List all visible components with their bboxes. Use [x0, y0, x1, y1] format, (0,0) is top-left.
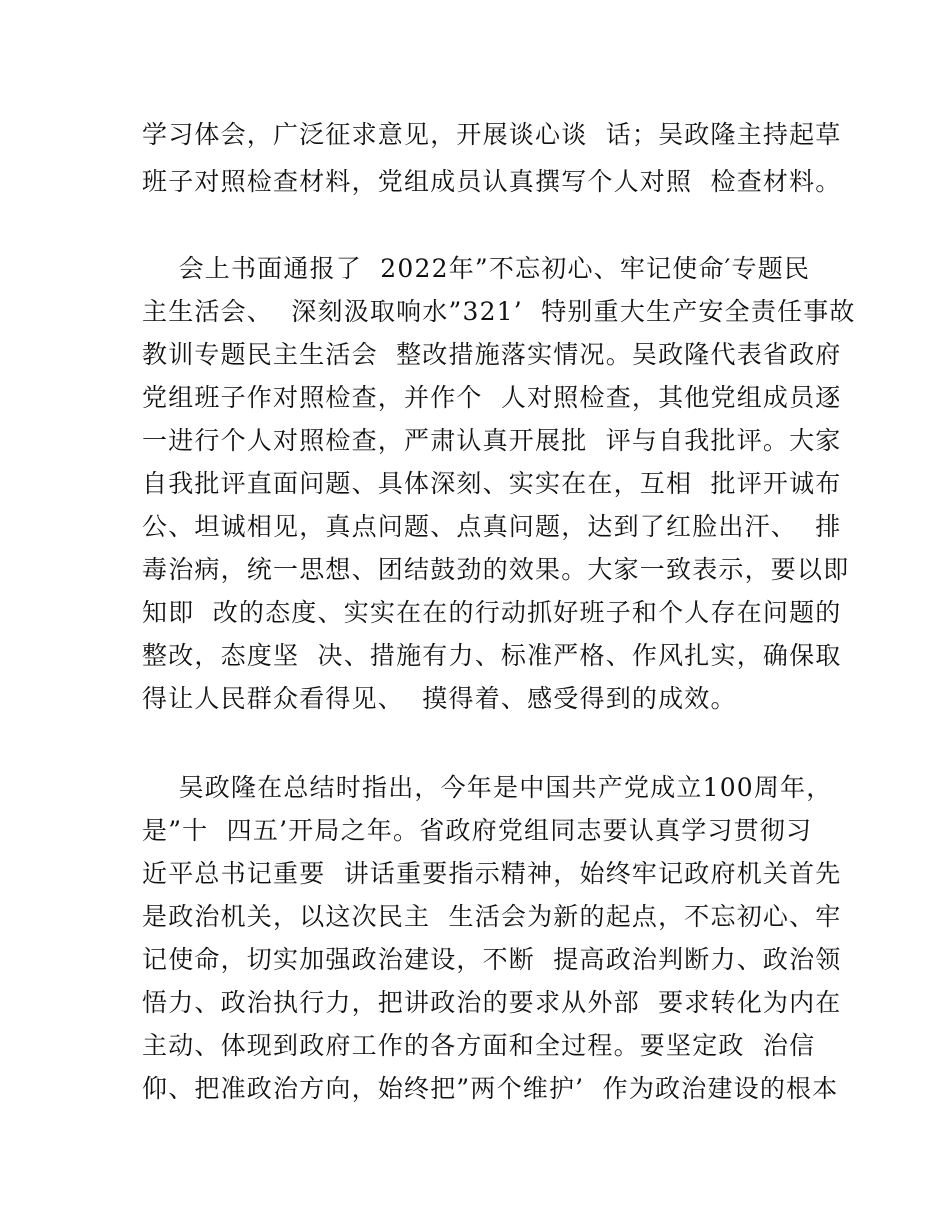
text-line: 是”十 四五’开局之年。省政府党组同志要认真学习贯彻习	[142, 816, 813, 845]
text-line: 班子对照检查材料，党组成员认真撰写个人对照 检查材料。	[142, 167, 842, 196]
text-line: 一进行个人对照检查，严肃认真开展批 评与自我批评。大家	[142, 426, 842, 455]
text-line: 会上书面通报了 2022年”不忘初心、牢记使命′专题民	[142, 254, 811, 283]
text-line: 是政治机关，以这次民主 生活会为新的起点，不忘初心、牢	[142, 902, 842, 931]
text-line: 教训专题民主生活会 整改措施落实情况。吴政隆代表省政府	[142, 340, 842, 369]
text-line: 仰、把准政治方向，始终把”两个维护’ 作为政治建设的根本	[142, 1074, 839, 1103]
text-line: 主动、体现到政府工作的各方面和全过程。要坚定政 治信	[142, 1031, 816, 1060]
text-line: 知即 改的态度、实实在在的行动抓好班子和个人存在问题的	[142, 598, 842, 627]
text-line: 近平总书记重要 讲话重要指示精神，始终牢记政府机关首先	[142, 859, 842, 888]
text-line: 整改，态度坚 决、措施有力、标准严格、作风扎实，确保取	[142, 641, 842, 670]
text-line: 得让人民群众看得见、 摸得着、感受得到的成效。	[142, 684, 737, 713]
text-line: 毒治病，统一思想、团结鼓劲的效果。大家一致表示，要以即	[142, 555, 850, 584]
text-line: 悟力、政治执行力，把讲政治的要求从外部 要求转化为内在	[142, 988, 842, 1017]
text-line: 主生活会、 深刻汲取响水”321’ 特别重大生产安全责任事故	[142, 297, 856, 326]
text-line: 吴政隆在总结时指出，今年是中国共产党成立100周年，	[142, 773, 833, 802]
text-line: 党组班子作对照检查，并作个 人对照检查，其他党组成员逐	[142, 383, 842, 412]
text-line: 学习体会，广泛征求意见，开展谈心谈 话；吴政隆主持起草	[142, 120, 842, 149]
text-line: 自我批评直面问题、具体深刻、实实在在，互相 批评开诚布	[142, 469, 842, 498]
text-line: 记使命，切实加强政治建设，不断 提高政治判断力、政治领	[142, 945, 842, 974]
text-line: 公、坦诚相见，真点问题、点真问题，达到了红脸出汗、 排	[142, 512, 842, 541]
